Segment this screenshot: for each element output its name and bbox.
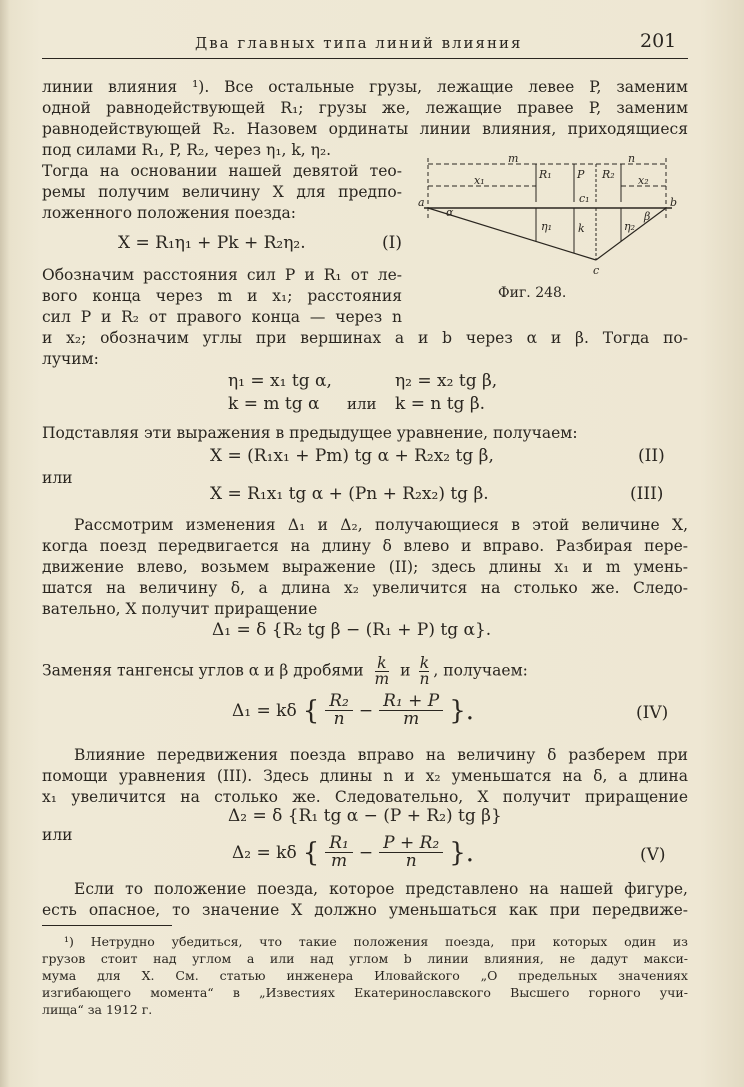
figure-label: b — [670, 196, 678, 209]
equation-3-number: (III) — [630, 484, 664, 504]
equation-or: или — [347, 395, 377, 413]
influence-line-figure — [416, 150, 678, 282]
fraction-numerator: R₁ + P — [379, 693, 443, 711]
fraction — [325, 835, 353, 870]
figure-label: η₁ — [541, 220, 552, 233]
figure-label: η₂ — [624, 220, 635, 233]
figure-label: n — [628, 152, 636, 165]
minus-sign: − — [358, 842, 374, 863]
footnote-line: мума для X. См. статью инженера Иловайского „О предельных значениях — [42, 968, 688, 983]
figure-label: R₁ — [539, 168, 552, 181]
text-line: есть опасное, то значение X должно уменьшаться как при передвиже- — [42, 901, 688, 919]
fraction-denominator: m — [330, 851, 348, 871]
fraction-denominator: n — [405, 851, 417, 871]
footnote-line: изгибающего момента“ в „Известиях Екатеринославского Высшего горного учи- — [42, 985, 688, 1000]
equation-1-number: (I) — [382, 233, 402, 253]
text-line: когда поезд передвигается на длину δ влево и вправо. Разбирая пере- — [42, 537, 688, 555]
fraction — [325, 693, 353, 728]
fraction — [379, 693, 443, 728]
equation-k-n: k = n tg β. — [395, 394, 486, 414]
figure-label: a — [418, 196, 425, 209]
fraction-k-m — [375, 656, 390, 687]
fraction-denominator: n — [419, 670, 430, 688]
footnote-line: лища“ за 1912 г. — [42, 1002, 153, 1017]
text-line: вого конца через m и x₁; расстояния — [42, 287, 402, 305]
equation-3: X = R₁x₁ tg α + (Pn + R₂x₂) tg β. — [210, 484, 489, 504]
text-line: лучим: — [42, 350, 99, 368]
text-span: и — [400, 661, 411, 680]
equation-5-number: (V) — [640, 845, 666, 865]
text-line: сил P и R₂ от правого конца — через n — [42, 308, 402, 326]
footnote-line: ¹) Нетрудно убедиться, что такие положения поезда, при которых один из — [64, 934, 688, 949]
text-line: Рассмотрим изменения Δ₁ и Δ₂, получающиеся в этой величине X, — [74, 516, 688, 534]
figure-label: k — [578, 222, 585, 235]
equation-2-number: (II) — [638, 446, 665, 466]
brace-close: }. — [449, 837, 475, 868]
fraction-numerator: k — [419, 654, 430, 672]
text-or: или — [42, 826, 73, 844]
equation-delta1: Δ₁ = δ {R₂ tg β − (R₁ + P) tg α}. — [212, 620, 492, 640]
header-rule — [42, 58, 688, 59]
text-line: и x₂; обозначим углы при вершинах a и b через α и β. Тогда по- — [42, 329, 688, 347]
figure-label: α — [446, 206, 454, 219]
brace-open: { — [302, 695, 320, 726]
text-line: линии влияния ¹). Все остальные грузы, лежащие левее P, заменим — [42, 78, 688, 96]
fraction-numerator: P + R₂ — [379, 835, 443, 853]
figure-label: m — [508, 152, 519, 165]
equation-5 — [232, 835, 474, 870]
figure-label: P — [577, 168, 585, 181]
fraction-denominator: n — [333, 709, 345, 729]
text-line: помощи уравнения (III). Здесь длины n и x₂ уменьшатся на δ, а длина — [42, 767, 688, 785]
equation-lhs: Δ₁ = kδ — [232, 700, 297, 721]
influence-right — [596, 208, 666, 260]
text-line: вательно, X получит приращение — [42, 600, 318, 618]
equation-2: X = (R₁x₁ + Pm) tg α + R₂x₂ tg β, — [210, 446, 494, 466]
figure-label: c — [593, 264, 600, 277]
text-line: Тогда на основании нашей девятой тео- — [42, 162, 402, 180]
fraction-numerator: R₁ — [325, 835, 353, 853]
figure-label: β — [644, 210, 651, 223]
equation-eta2: η₂ = x₂ tg β, — [395, 371, 498, 391]
fraction-numerator: k — [375, 656, 390, 672]
figure-label: R₂ — [602, 168, 615, 181]
equation-lhs: Δ₂ = kδ — [232, 842, 297, 863]
text-span: , получаем: — [433, 661, 528, 680]
equation-1: X = R₁η₁ + Pk + R₂η₂. — [118, 233, 306, 253]
text-line — [42, 656, 528, 687]
equation-delta2: Δ₂ = δ {R₁ tg α − (P + R₂) tg β} — [228, 806, 502, 826]
minus-sign: − — [358, 700, 374, 721]
text-line: под силами R₁, P, R₂, через η₁, k, η₂. — [42, 141, 332, 159]
figure-label: x₁ — [474, 174, 485, 187]
equation-4 — [232, 693, 474, 728]
text-line: Обозначим расстояния сил P и R₁ от ле- — [42, 266, 402, 284]
fraction-numerator: R₂ — [325, 693, 353, 711]
figure-caption: Фиг. 248. — [498, 285, 567, 301]
figure-label: c₁ — [579, 192, 590, 205]
footnote-rule — [42, 925, 172, 926]
page-number: 201 — [640, 30, 677, 52]
text-line: ложенного положения поезда: — [42, 204, 296, 222]
equation-k-m: k = m tg α — [228, 394, 320, 414]
fraction-k-n — [419, 656, 429, 687]
text-line: одной равнодействующей R₁; грузы же, лежащие правее P, заменим — [42, 99, 688, 117]
equation-4-number: (IV) — [636, 703, 669, 723]
text-line: Если то положение поезда, которое представлено на нашей фигуре, — [74, 880, 688, 898]
text-line: равнодействующей R₂. Назовем ординаты линии влияния, приходящиеся — [42, 120, 688, 138]
brace-open: { — [302, 837, 320, 868]
running-header-title: Два главных типа линий влияния — [195, 34, 523, 52]
text-or: или — [42, 469, 73, 487]
text-line: движение влево, возьмем выражение (II); здесь длины x₁ и m умень- — [42, 558, 688, 576]
text-line: Подставляя эти выражения в предыдущее уравнение, получаем: — [42, 424, 578, 442]
equation-eta1: η₁ = x₁ tg α, — [228, 371, 332, 391]
text-span: Заменяя тангенсы углов α и β дробями — [42, 661, 364, 680]
fraction-denominator: m — [374, 670, 390, 688]
text-line: ремы получим величину X для предпо- — [42, 183, 402, 201]
text-line: x₁ увеличится на столько же. Следовательно, X получит приращение — [42, 788, 688, 806]
text-line: шатся на величину δ, а длина x₂ увеличится на столько же. Следо- — [42, 579, 688, 597]
footnote-line: грузов стоит над углом a или над углом b линии влияния, не дадут макси- — [42, 951, 688, 966]
figure-label: x₂ — [638, 174, 649, 187]
fraction — [379, 835, 443, 870]
text-line: Влияние передвижения поезда вправо на величину δ разберем при — [74, 746, 688, 764]
brace-close: }. — [449, 695, 475, 726]
fraction-denominator: m — [403, 709, 420, 729]
